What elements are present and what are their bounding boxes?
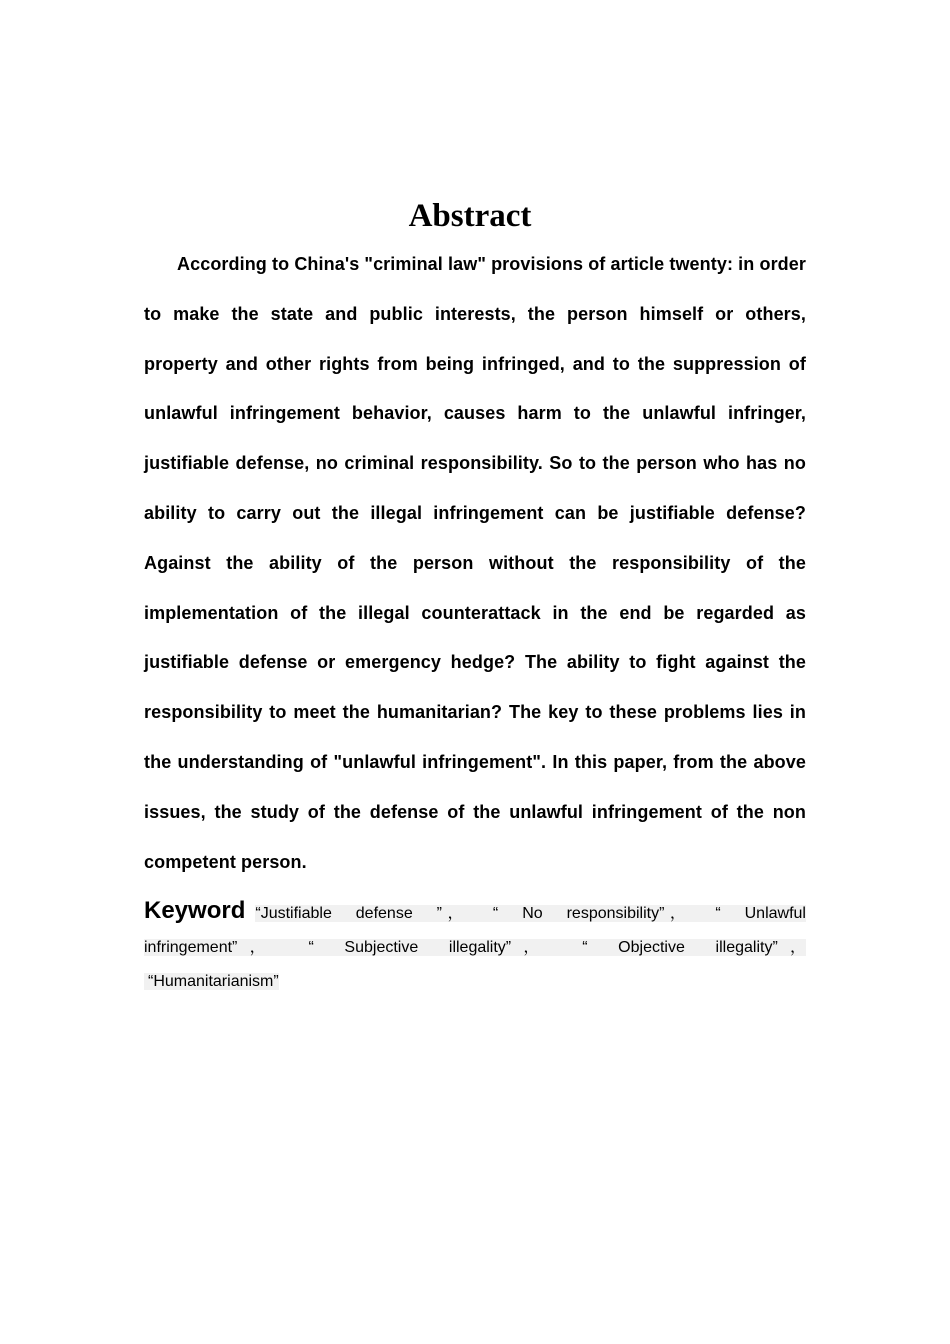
abstract-body: According to China's "criminal law" provisions of article twenty: in order to make the state and public interests, the person himself or others, property and other rights from being infringed, and to the suppression of unlawful infringement behavior, causes harm to the unlawful infringer, justifiable defense, no criminal responsibility. So to the person who has no ability to carry out the illegal infringement can be justifiable defense? Against the ability of the person without the responsibility of the implementation of the illegal counterattack in the end be regarded as justifiable defense or emergency hedge? The ability to fight against the responsibility to meet the humanitarian? The key to these problems lies in the understanding of "unlawful infringement". In this paper, from the above issues, the study of the defense of the unlawful infringement of the non competent person. [144, 254, 806, 872]
keyword-label: Keyword [144, 897, 246, 924]
keyword-last: “Humanitarianism” [144, 973, 279, 990]
keyword-list: “Justifiable defense ”， “ No responsibility”， “ Unlawful infringement”， “ Subjective illegality”， “ Objective illegality”， [144, 905, 806, 956]
keywords-section [144, 894, 806, 999]
abstract-title: Abstract [408, 198, 532, 234]
